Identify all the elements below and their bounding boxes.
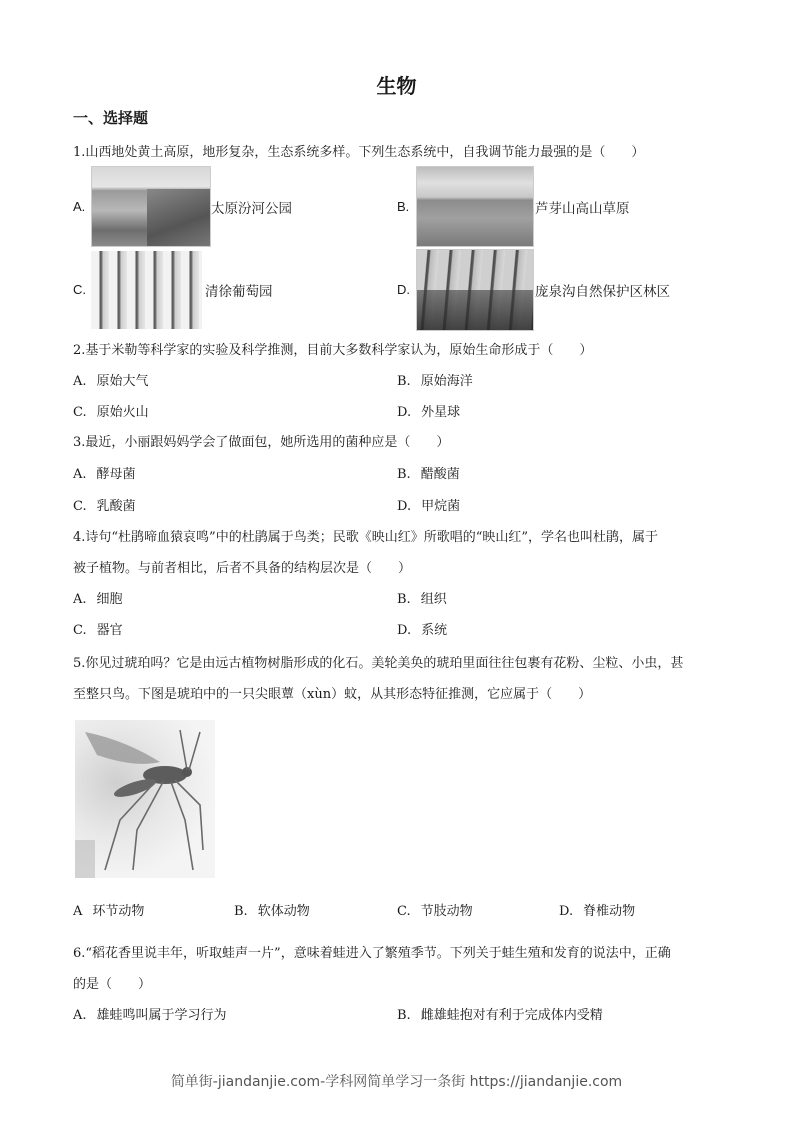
q1-option-c-letter: C. bbox=[73, 282, 86, 297]
q3-option-b[interactable]: B. 醋酸菌 bbox=[397, 467, 460, 482]
section-heading: 一、选择题 bbox=[73, 109, 149, 127]
q5-option-c[interactable]: C. 节肢动物 bbox=[397, 904, 473, 919]
q3-option-d[interactable]: D. 甲烷菌 bbox=[397, 499, 461, 514]
question-5-stem-line-2: 至整只鸟。下图是琥珀中的一只尖眼蕈（xùn）蚊，从其形态特征推测，它应属于（ ） bbox=[73, 687, 592, 702]
vineyard-photo bbox=[91, 251, 202, 329]
q3-option-c[interactable]: C. 乳酸菌 bbox=[73, 499, 136, 514]
q4-option-c[interactable]: C. 器官 bbox=[73, 623, 123, 638]
forest-reserve-photo bbox=[416, 249, 534, 331]
q2-option-c[interactable]: C. 原始火山 bbox=[73, 405, 149, 420]
page-footer-watermark: 简单街-jiandanjie.com-学科网简单学习一条街 https://jiandanjie.com bbox=[170, 1074, 623, 1090]
q2-option-b[interactable]: B. 原始海洋 bbox=[397, 374, 473, 389]
question-1-stem: 1.山西地处黄土高原，地形复杂，生态系统多样。下列生态系统中，自我调节能力最强的是（ ） bbox=[73, 145, 645, 160]
q4-option-d[interactable]: D. 系统 bbox=[397, 623, 448, 638]
q2-option-a[interactable]: A. 原始大气 bbox=[73, 374, 149, 389]
q1-option-a-letter: A. bbox=[73, 199, 86, 214]
question-6-stem-line-2: 的是（ ） bbox=[73, 977, 152, 992]
q4-option-b[interactable]: B. 组织 bbox=[397, 592, 447, 607]
q6-option-a[interactable]: A. 雄蛙鸣叫属于学习行为 bbox=[73, 1008, 227, 1023]
q2-option-d[interactable]: D. 外星球 bbox=[397, 405, 461, 420]
q1-option-d-text: 庞泉沟自然保护区林区 bbox=[535, 284, 670, 300]
question-4-stem-line-2: 被子植物。与前者相比，后者不具备的结构层次是（ ） bbox=[73, 561, 412, 576]
amber-gnat-photo bbox=[75, 720, 215, 878]
alpine-grassland-photo bbox=[416, 166, 534, 247]
question-5-stem-line-1: 5.你见过琥珀吗？它是由远古植物树脂形成的化石。美轮美奂的琥珀里面往往包裹有花粉、尘粒、小虫，甚 bbox=[73, 656, 684, 671]
q5-option-d[interactable]: D. 脊椎动物 bbox=[559, 904, 636, 919]
question-2-stem: 2.基于米勒等科学家的实验及科学推测，目前大多数科学家认为，原始生命形成于（ ） bbox=[73, 343, 593, 358]
q1-option-d-letter: D. bbox=[397, 282, 410, 297]
page-title: 生物 bbox=[376, 74, 417, 98]
q3-option-a[interactable]: A. 酵母菌 bbox=[73, 467, 136, 482]
q5-option-a[interactable]: A 环节动物 bbox=[73, 904, 145, 919]
river-park-photo bbox=[91, 166, 211, 247]
q6-option-b[interactable]: B. 雌雄蛙抱对有利于完成体内受精 bbox=[397, 1008, 603, 1023]
q1-option-b-text: 芦芽山高山草原 bbox=[535, 201, 630, 217]
q1-option-b-letter: B. bbox=[397, 199, 410, 214]
q1-option-a-text: 太原汾河公园 bbox=[211, 201, 292, 217]
question-3-stem: 3.最近，小丽跟妈妈学会了做面包，她所选用的菌种应是（ ） bbox=[73, 435, 450, 450]
q1-option-c-text: 清徐葡萄园 bbox=[205, 284, 273, 300]
question-6-stem-line-1: 6.“稻花香里说丰年，听取蛙声一片”，意味着蛙进入了繁殖季节。下列关于蛙生殖和发育的说法中，正确 bbox=[73, 946, 671, 961]
q5-option-b[interactable]: B. 软体动物 bbox=[234, 904, 310, 919]
question-4-stem-line-1: 4.诗句“杜鹃啼血猿哀鸣”中的杜鹃属于鸟类；民歌《映山红》所歌唱的“映山红”，学名也叫杜鹃，属于 bbox=[73, 530, 658, 545]
gnat-illustration-icon bbox=[75, 720, 215, 878]
q4-option-a[interactable]: A. 细胞 bbox=[73, 592, 123, 607]
